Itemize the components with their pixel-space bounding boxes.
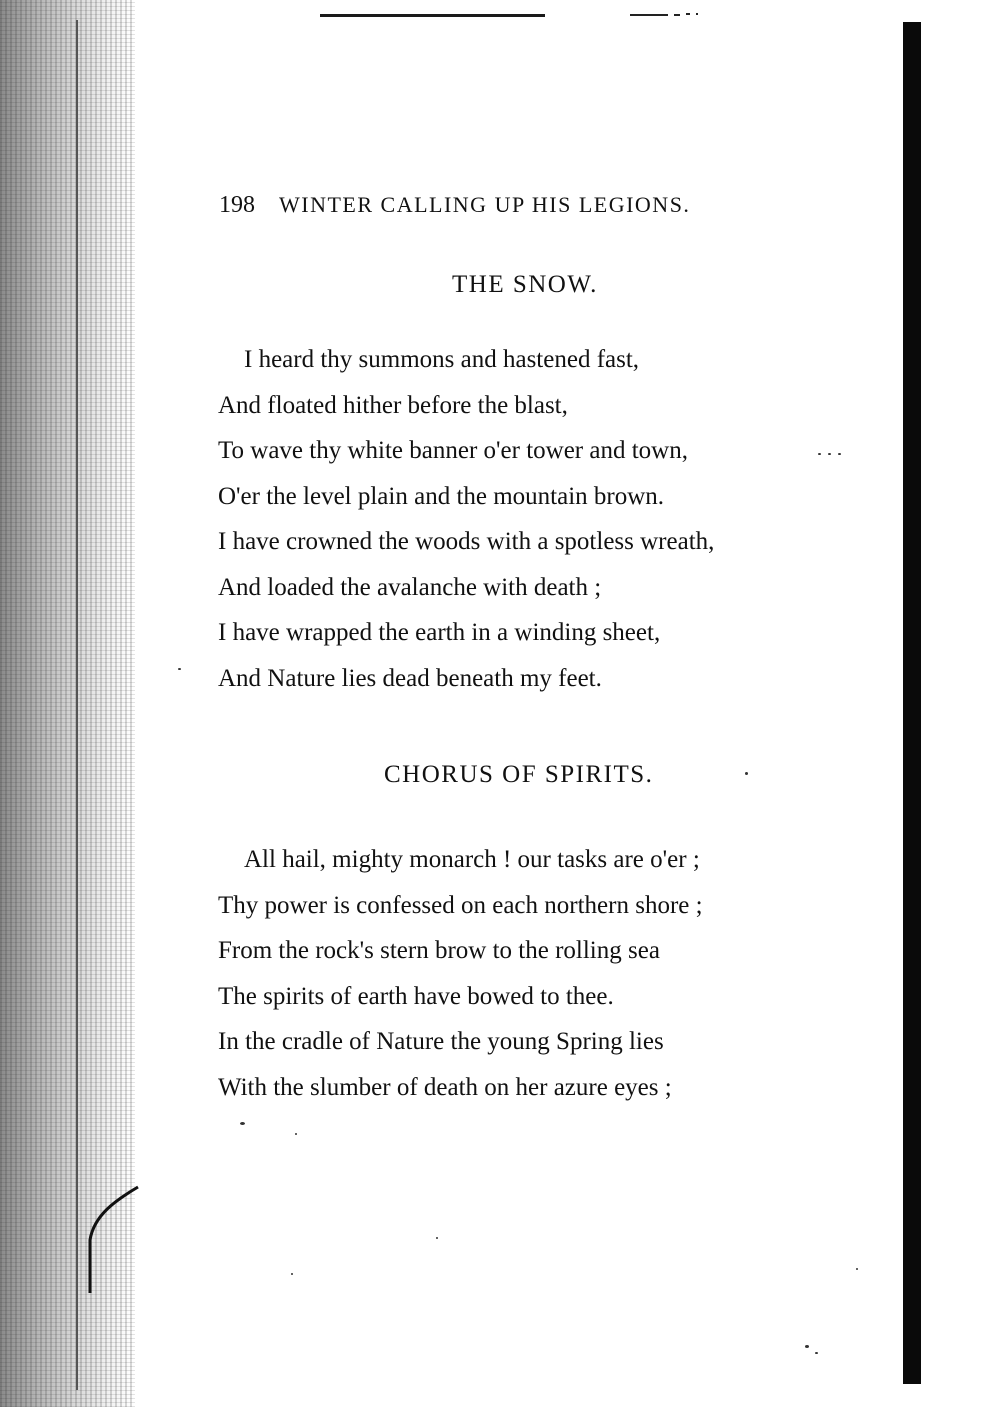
fold-mark [86, 1185, 146, 1295]
top-rule [320, 14, 545, 17]
verse-line: With the slumber of death on her azure eyes ; [218, 1073, 672, 1101]
verse-line: I heard thy summons and hastened fast, [244, 346, 640, 373]
running-head-title: WINTER CALLING UP HIS LEGIONS. [279, 192, 691, 217]
verse-line: In the cradle of Nature the young Spring lies [218, 1028, 664, 1055]
verse-line: I have crowned the woods with a spotless wreath, [218, 528, 715, 555]
scan-speck [818, 453, 821, 455]
section-title-snow: THE SNOW. [452, 271, 598, 298]
scan-speck [815, 1352, 818, 1354]
scan-speck [295, 1133, 297, 1135]
running-header [219, 192, 819, 222]
section-title-chorus: CHORUS OF SPIRITS. [384, 761, 654, 788]
scan-speck [291, 1273, 293, 1275]
verse-snow [218, 341, 868, 705]
verse-line: From the rock's stern brow to the rolling sea [218, 937, 660, 964]
verse-line: To wave thy white banner o'er tower and town, [218, 437, 688, 464]
page-number: 198 [219, 192, 255, 218]
verse-line: And loaded the avalanche with death ; [218, 573, 602, 601]
verse-line: The spirits of earth have bowed to thee. [218, 982, 614, 1010]
verse-chorus [218, 841, 868, 1114]
page-edge-bar [903, 22, 921, 1384]
gutter-crease [76, 20, 78, 1390]
verse-line: And Nature lies dead beneath my feet. [218, 664, 602, 692]
verse-line: I have wrapped the earth in a winding sheet, [218, 619, 661, 646]
scan-speck [436, 1237, 438, 1239]
scan-speck [828, 453, 831, 455]
top-smudge-mark [628, 9, 708, 19]
verse-line: And floated hither before the blast, [218, 391, 568, 419]
scan-speck [805, 1345, 809, 1348]
verse-line: All hail, mighty monarch ! our tasks are o'er ; [244, 846, 700, 873]
scan-speck [838, 453, 841, 455]
scan-speck [745, 772, 748, 775]
scan-speck [178, 668, 181, 670]
scan-speck [240, 1122, 245, 1125]
verse-line: Thy power is confessed on each northern shore ; [218, 891, 703, 919]
scan-speck [856, 1268, 858, 1270]
verse-line: O'er the level plain and the mountain brown. [218, 482, 665, 510]
